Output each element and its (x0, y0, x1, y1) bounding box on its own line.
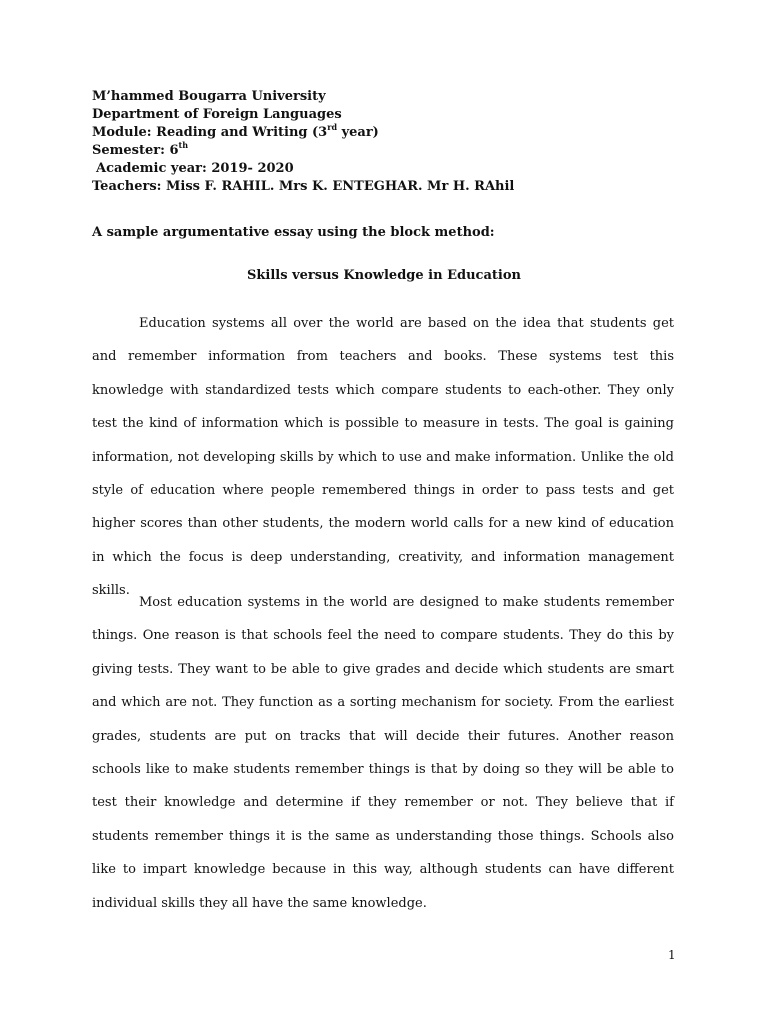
module-suffix: year) (337, 125, 379, 140)
module-superscript: rd (327, 121, 338, 132)
essay-title: Skills versus Knowledge in Education (247, 268, 521, 283)
semester-superscript: th (178, 139, 189, 150)
page-number: 1 (668, 948, 676, 962)
department-name: Department of Foreign Languages (92, 107, 342, 122)
semester-text: Semester: 6 (92, 143, 179, 158)
paragraph-2: Most education systems in the world are designed to make students remember things. One reason is that schools feel the need to compare students. They do this by giving tests. They want to be able to give grades and decide which students are smart and which are not. They function as a sorting mechanism for society. From the earliest grades, students are put on tracks that will decide their futures. Another reason schools like to make students remember things is that by doing so they will be able to test their knowledge and determine if they remember or not. They believe that if students remember things it is the same as understanding those things. Schools also like to impart knowledge because in this way, although students can have different individual skills they all have the same knowledge. (92, 595, 674, 911)
document-header (92, 88, 692, 196)
semester-line (92, 139, 692, 160)
university-name: M’hammed Bougarra University (92, 89, 326, 104)
teachers-line: Teachers: Miss F. RAHIL. Mrs K. ENTEGHAR. Mr H. RAhil (92, 179, 515, 194)
academic-year: Academic year: 2019- 2020 (96, 161, 294, 176)
module-text: Module: Reading and Writing (3 (92, 125, 328, 140)
intro-label: A sample argumentative essay using the block method: (92, 225, 495, 240)
paragraph-1: Education systems all over the world are based on the idea that students get and remember information from teachers and books. These systems test this knowledge with standardized tests which compare students to each-other. They only test the kind of information which is possible to measure in tests. The goal is gaining information, not developing skills by which to use and make information. Unlike the old style of education where people remembered things in order to pass tests and get higher scores than other students, the modern world calls for a new kind of education in which the focus is deep understanding, creativity, and information management skills. (92, 316, 674, 599)
